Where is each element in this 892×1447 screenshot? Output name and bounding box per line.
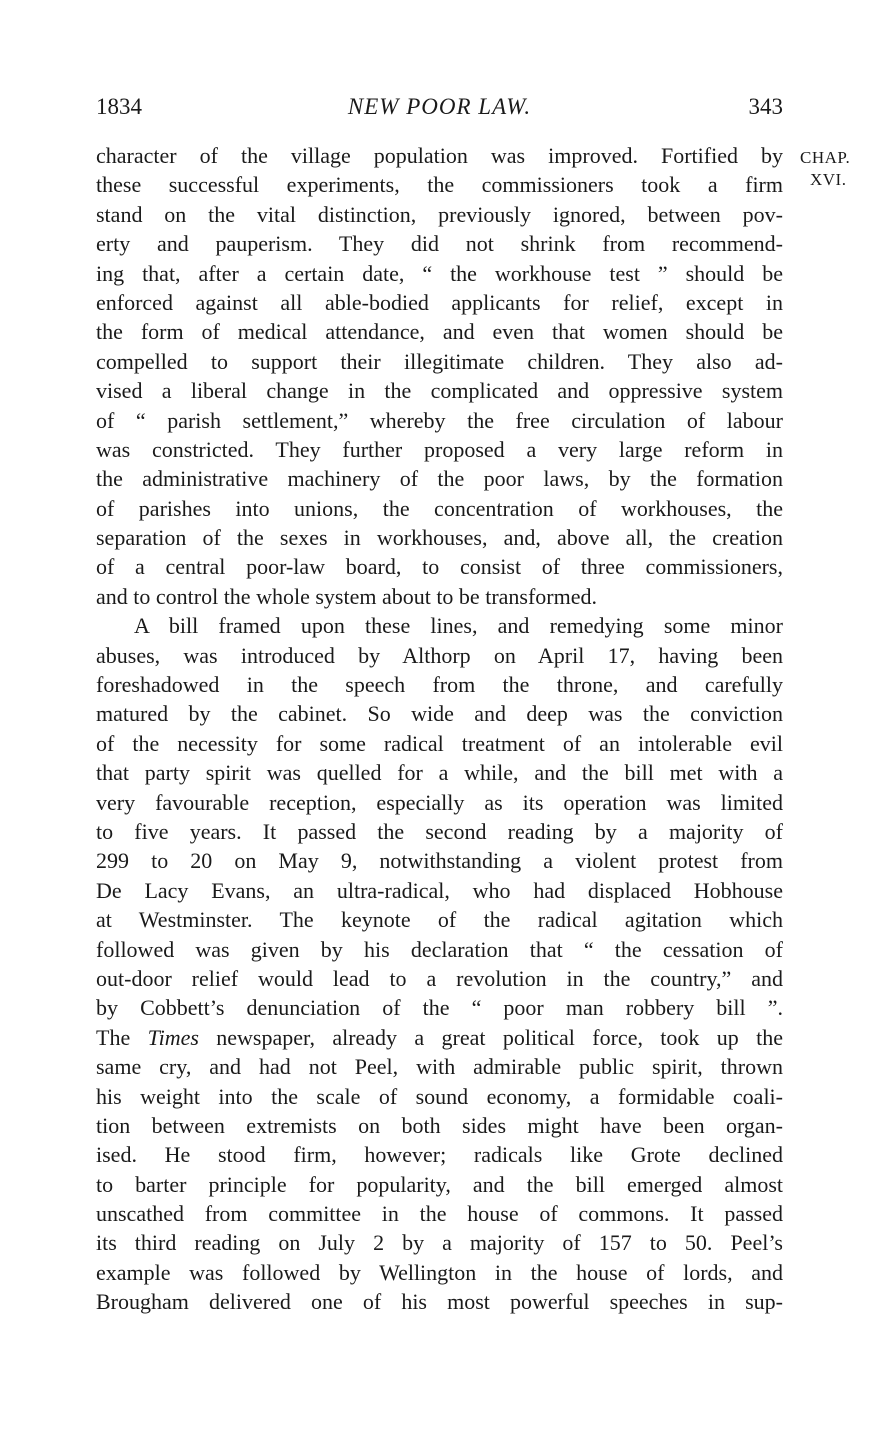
running-head-title: NEW POOR LAW.: [347, 94, 532, 119]
text-line: out-door relief would lead to a revolution in the country,” and: [96, 965, 783, 991]
text-line: followed was given by his declaration that “ the cessation of: [96, 936, 783, 962]
text-line: was constricted. They further proposed a very large reform in: [96, 436, 783, 462]
text-line: his weight into the scale of sound economy, a formidable coali-: [96, 1083, 783, 1109]
page-number: 343: [748, 94, 783, 119]
running-head-year: 1834: [96, 94, 142, 119]
text-line: of a central poor-law board, to consist of three commissioners,: [96, 554, 783, 580]
text-line: to barter principle for popularity, and the bill emerged almost: [96, 1171, 783, 1197]
text-line: at Westminster. The keynote of the radical agitation which: [96, 907, 783, 933]
body-text: [96, 141, 783, 1317]
text-line: tion between extremists on both sides might have been organ-: [96, 1112, 783, 1138]
text-line: compelled to support their illegitimate children. They also ad-: [96, 348, 783, 374]
margin-note-number: XVI.: [810, 170, 847, 189]
text-line: abuses, was introduced by Althorp on April 17, having been: [96, 642, 783, 668]
text-line: that party spirit was quelled for a while, and the bill met with a: [96, 760, 783, 786]
text-line: 299 to 20 on May 9, notwithstanding a violent protest from: [96, 848, 783, 874]
running-head: [96, 94, 783, 124]
text-line: its third reading on July 2 by a majority of 157 to 50. Peel’s: [96, 1230, 783, 1256]
newspaper-title: Times: [147, 1024, 199, 1050]
text-line: The Times newspaper, already a great political force, took up the: [96, 1024, 783, 1050]
text-line: vised a liberal change in the complicated and oppressive system: [96, 378, 783, 404]
text-line: Brougham delivered one of his most powerful speeches in sup-: [96, 1289, 783, 1315]
chapter-margin-note: [800, 147, 880, 191]
text-line: of “ parish settlement,” whereby the free circulation of labour: [96, 407, 783, 433]
text-line: of parishes into unions, the concentration of workhouses, the: [96, 495, 783, 521]
text-line: character of the village population was improved. Fortified by: [96, 143, 783, 168]
text-line: very favourable reception, especially as its operation was limited: [96, 789, 783, 815]
text-line: De Lacy Evans, an ultra-radical, who had displaced Hobhouse: [96, 877, 783, 903]
text-line: ised. He stood firm, however; radicals like Grote declined: [96, 1142, 783, 1168]
text-line: matured by the cabinet. So wide and deep was the conviction: [96, 701, 783, 727]
text-line: stand on the vital distinction, previously ignored, between pov-: [96, 201, 783, 227]
text-line: to five years. It passed the second reading by a majority of: [96, 818, 783, 844]
paragraph-1: [96, 141, 783, 611]
text-line: ing that, after a certain date, “ the workhouse test ” should be: [96, 260, 783, 286]
text-line: example was followed by Wellington in the house of lords, and: [96, 1259, 783, 1285]
paragraph-2: [96, 611, 783, 1316]
text-line: separation of the sexes in workhouses, and, above all, the creation: [96, 525, 783, 551]
text-line: same cry, and had not Peel, with admirable public spirit, thrown: [96, 1054, 783, 1080]
text-line: these successful experiments, the commissioners took a firm: [96, 172, 783, 198]
margin-note-chap: CHAP.: [800, 148, 851, 167]
text-line: and to control the whole system about to be transformed.: [96, 583, 597, 609]
text-line: erty and pauperism. They did not shrink from recommend-: [96, 231, 783, 257]
text-line: unscathed from committee in the house of commons. It passed: [96, 1201, 783, 1227]
text-line: by Cobbett’s denunciation of the “ poor man robbery bill ”.: [96, 995, 783, 1021]
text-line: the form of medical attendance, and even that women should be: [96, 319, 783, 345]
text-line: enforced against all able-bodied applicants for relief, except in: [96, 289, 783, 315]
text-line: the administrative machinery of the poor laws, by the formation: [96, 466, 783, 492]
text-line: A bill framed upon these lines, and remedying some minor: [134, 613, 783, 639]
text-line: of the necessity for some radical treatment of an intolerable evil: [96, 730, 783, 756]
text-line: foreshadowed in the speech from the throne, and carefully: [96, 672, 783, 698]
